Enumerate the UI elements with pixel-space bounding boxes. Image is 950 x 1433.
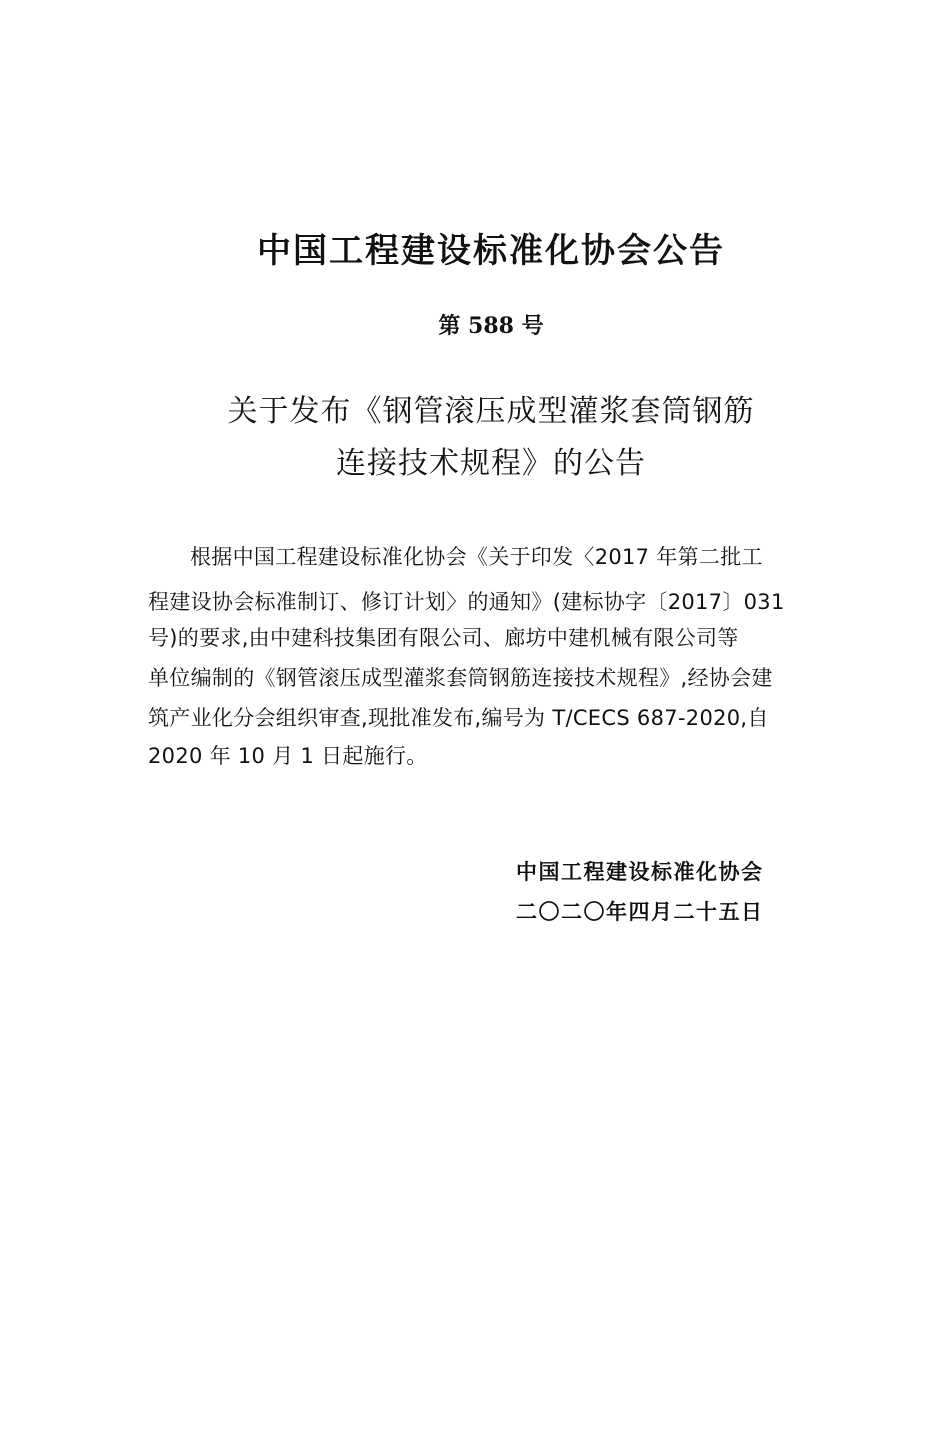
body-line-6: 2020 年 10 月 1 日起施行。 bbox=[148, 744, 428, 768]
body-line-4: 单位编制的《钢管滚压成型灌浆套筒钢筋连接技术规程》,经协会建 bbox=[148, 666, 773, 690]
body-line-1: 根据中国工程建设标准化协会《关于印发〈2017 年第二批工 bbox=[190, 545, 763, 569]
body-line-3: 号)的要求,由中建科技集团有限公司、廊坊中建机械有限公司等 bbox=[148, 626, 739, 650]
body-line-5: 筑产业化分会组织审查,现批准发布,编号为 T/CECS 687-2020,自 bbox=[148, 706, 769, 730]
signature-date: 二〇二〇年四月二十五日 bbox=[516, 900, 764, 924]
notice-subtitle-line-2: 连接技术规程》的公告 bbox=[336, 446, 646, 481]
body-line-2: 程建设协会标准制订、修订计划〉的通知》(建标协字〔2017〕031 bbox=[148, 590, 785, 614]
signature-organization: 中国工程建设标准化协会 bbox=[516, 860, 764, 884]
notice-title: 中国工程建设标准化协会公告 bbox=[257, 231, 725, 271]
notice-subtitle-line-1: 关于发布《钢管滚压成型灌浆套筒钢筋 bbox=[227, 394, 755, 429]
notice-number: 第 588 号 bbox=[438, 313, 544, 339]
